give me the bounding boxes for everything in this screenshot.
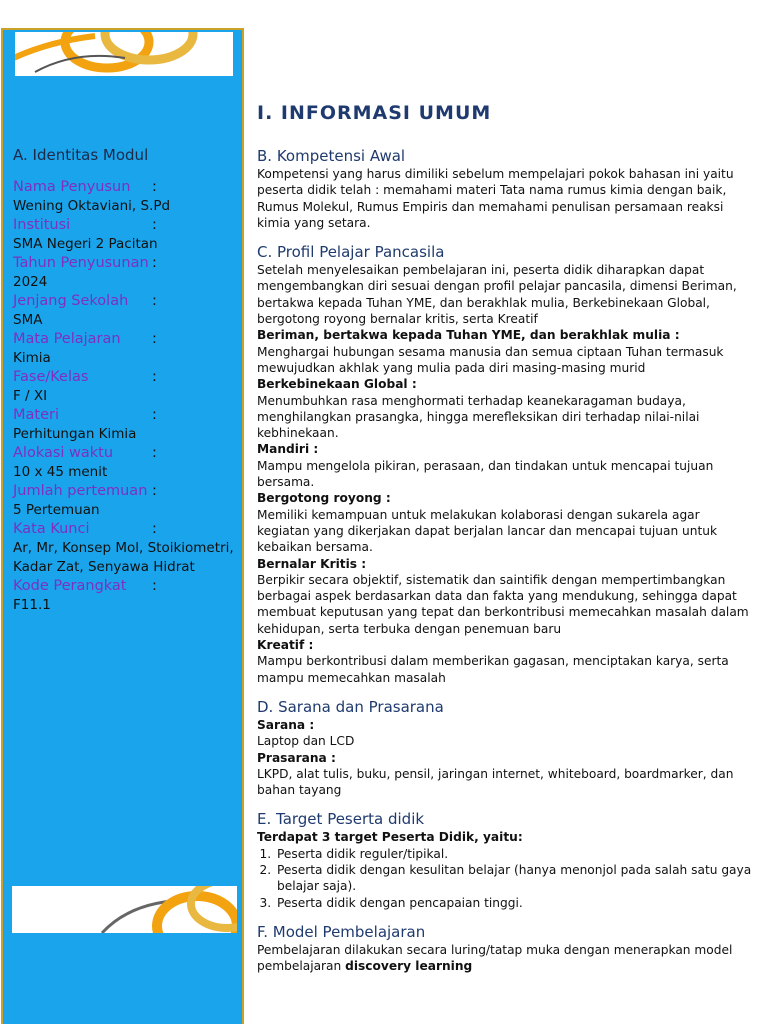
field-value: 5 Pertemuan <box>13 502 100 518</box>
field-colon: : <box>152 521 157 537</box>
identity-fields <box>13 178 243 615</box>
field-label-text: Tahun Penyusunan <box>13 255 149 271</box>
field-value: Wening Oktaviani, S.Pd <box>13 198 171 214</box>
profil-item-text: Memiliki kemampuan untuk melakukan kolaborasi dengan sukarela agar kegiatan yang dikerjakan dapat berjalan lancar dan mencapai tujuan untuk kebaikan bersama. <box>257 507 718 555</box>
target-item: 1. Peserta didik reguler/tipikal. <box>275 846 755 862</box>
identity-field <box>13 254 243 292</box>
field-label <box>13 330 243 349</box>
profil-item-title: Bergotong royong : <box>257 491 391 506</box>
field-label-text: Nama Penyusun <box>13 179 131 195</box>
field-colon: : <box>152 445 157 461</box>
identity-field <box>13 216 243 254</box>
section-kompetensi-awal <box>257 146 755 231</box>
field-colon: : <box>152 369 157 385</box>
field-label <box>13 216 243 235</box>
profil-item-text: Menghargai hubungan sesama manusia dan semua ciptaan Tuhan termasuk mewujudkan akhlak yang mulia pada diri masing-masing murid <box>257 344 724 375</box>
field-label-text: Kode Perangkat <box>13 578 127 594</box>
field-value: SMA Negeri 2 Pacitan <box>13 236 158 252</box>
field-value: Kimia <box>13 350 51 366</box>
field-value: F11.1 <box>13 597 51 613</box>
field-value: 2024 <box>13 274 48 290</box>
field-value: Ar, Mr, Konsep Mol, Stoikiometri, Kadar Zat, Senyawa Hidrat <box>13 540 234 575</box>
identity-field <box>13 406 243 444</box>
target-item: 2. Peserta didik dengan kesulitan belajar (hanya menonjol pada salah satu gaya belajar saja). <box>275 862 755 895</box>
field-label <box>13 444 243 463</box>
profil-item-title: Berkebinekaan Global : <box>257 377 417 392</box>
profil-item-text: Menumbuhkan rasa menghormati terhadap keanekaragaman budaya, menghilangkan prasangka, hingga merefleksikan diri terhadap nilai-nilai kebhinekaan. <box>257 393 700 441</box>
prasarana-text: LKPD, alat tulis, buku, pensil, jaringan internet, whiteboard, boardmarker, dan bahan tayang <box>257 766 734 798</box>
field-label-text: Mata Pelajaran <box>13 331 121 347</box>
field-label-text: Kata Kunci <box>13 521 90 537</box>
main-content <box>257 100 755 985</box>
field-colon: : <box>152 331 157 347</box>
field-label <box>13 368 243 387</box>
field-colon: : <box>152 217 157 233</box>
field-value: Perhitungan Kimia <box>13 426 137 442</box>
section-heading: F. Model Pembelajaran <box>257 922 426 941</box>
field-colon: : <box>152 179 157 195</box>
field-label <box>13 482 243 501</box>
profil-item-title: Beriman, bertakwa kepada Tuhan YME, dan berakhlak mulia : <box>257 328 680 343</box>
field-label-text: Jumlah pertemuan <box>13 483 148 499</box>
model-text-main: Pembelajaran dilakukan secara luring/tatap muka dengan menerapkan model pembelajaran <box>257 942 733 974</box>
field-colon: : <box>152 578 157 594</box>
sidebar-panel <box>1 28 244 1024</box>
identity-field <box>13 444 243 482</box>
identity-field <box>13 520 243 577</box>
field-label <box>13 406 243 425</box>
identity-field <box>13 330 243 368</box>
field-label <box>13 178 243 197</box>
sarana-text: Laptop dan LCD <box>257 734 355 749</box>
field-value: SMA <box>13 312 43 328</box>
section-profil-pelajar <box>257 242 755 686</box>
profil-items <box>257 327 755 686</box>
page-title: I. INFORMASI UMUM <box>257 102 492 124</box>
field-colon: : <box>152 407 157 423</box>
profil-item-text: Berpikir secara objektif, sistematik dan saintifik dengan mempertimbangkan berbagai aspek berdasarkan data dan fakta yang mendukung, sehingga dapat membuat keputusan yang tepat dan berkontribusi memecahkan masalah dalam kehidupan, serta terbuka dengan penemuan baru <box>257 572 749 636</box>
field-value: F / XI <box>13 388 48 404</box>
section-heading: E. Target Peserta didik <box>257 810 425 829</box>
target-list <box>257 846 755 911</box>
model-text <box>257 942 755 975</box>
field-label-text: Fase/Kelas <box>13 369 89 385</box>
target-intro: Terdapat 3 target Peserta Didik, yaitu: <box>257 830 523 845</box>
field-value: 10 x 45 menit <box>13 464 108 480</box>
prasarana-label: Prasarana : <box>257 750 336 765</box>
decorative-ring-banner-bottom <box>12 886 237 933</box>
field-label-text: Jenjang Sekolah <box>13 293 129 309</box>
section-heading: B. Kompetensi Awal <box>257 147 406 165</box>
field-colon: : <box>152 255 157 271</box>
identity-field <box>13 368 243 406</box>
model-text-bold: discovery learning <box>345 959 473 974</box>
profil-item-title: Bernalar Kritis : <box>257 556 367 571</box>
section-heading: D. Sarana dan Prasarana <box>257 697 444 716</box>
profil-item-title: Kreatif : <box>257 638 314 653</box>
identity-field <box>13 482 243 520</box>
field-label <box>13 292 243 311</box>
section-model <box>257 922 755 975</box>
decorative-ring-banner-top <box>15 32 233 76</box>
identity-title: A. Identitas Modul <box>13 146 149 164</box>
target-item: 3. Peserta didik dengan pencapaian tinggi. <box>275 895 755 911</box>
identity-section <box>13 146 243 615</box>
section-heading: C. Profil Pelajar Pancasila <box>257 243 445 262</box>
identity-field <box>13 178 243 216</box>
section-text: Setelah menyelesaikan pembelajaran ini, peserta didik diharapkan dapat mengembangkan diri sesuai dengan profil pelajar pancasila, dimensi Beriman, bertakwa kepada Tuhan YME, dan berakhlak mulia, Berkebinekaan Global, bergotong royong bernalar kritis, serta Kreatif <box>257 263 737 327</box>
section-target <box>257 809 755 910</box>
field-label <box>13 254 243 273</box>
sarana-label: Sarana : <box>257 717 315 732</box>
field-label <box>13 520 243 539</box>
field-colon: : <box>152 483 157 499</box>
section-text: Kompetensi yang harus dimiliki sebelum mempelajari pokok bahasan ini yaitu peserta didik telah : memahami materi Tata nama rumus kimia dengan baik, Rumus Molekul, Rumus Empiris dan memahami penulisan persamaan reaksi kimia yang setara. <box>257 167 734 230</box>
profil-item-text: Mampu berkontribusi dalam memberikan gagasan, menciptakan karya, serta mampu memecahkan masalah <box>257 654 729 685</box>
identity-field <box>13 292 243 330</box>
field-label <box>13 577 243 596</box>
profil-item-text: Mampu mengelola pikiran, perasaan, dan tindakan untuk mencapai tujuan bersama. <box>257 458 714 490</box>
field-colon: : <box>152 293 157 309</box>
field-label-text: Alokasi waktu <box>13 445 114 461</box>
section-sarana <box>257 697 755 798</box>
identity-field <box>13 577 243 615</box>
field-label-text: Institusi <box>13 217 71 233</box>
field-label-text: Materi <box>13 407 59 423</box>
profil-item-title: Mandiri : <box>257 442 319 457</box>
